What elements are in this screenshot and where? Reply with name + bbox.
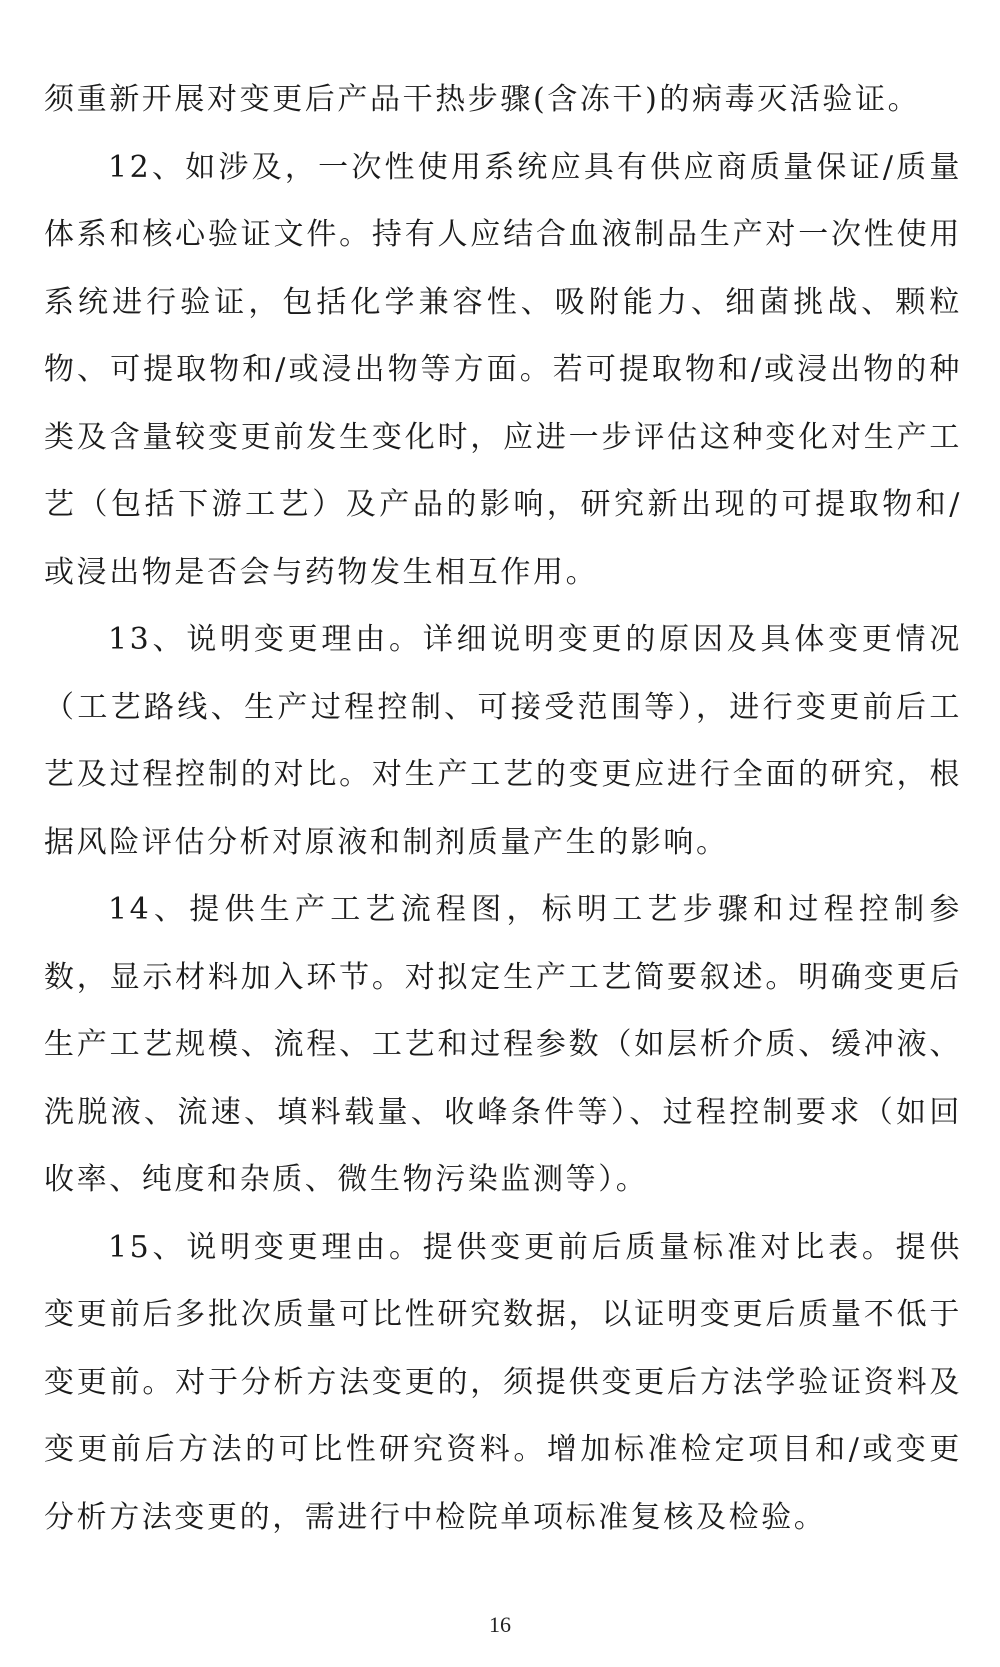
paragraph-item-12: 12、如涉及，一次性使用系统应具有供应商质量保证/质量体系和核心验证文件。持有人应结合血液制品生产对一次性使用系统进行验证，包括化学兼容性、吸附能力、细菌挑战、颗粒物、可提取物和/或浸出物等方面。若可提取物和/或浸出物的种类及含量较变更前发生变化时，应进一步评估这种变化对生产工艺（包括下游工艺）及产品的影响，研究新出现的可提取物和/或浸出物是否会与药物发生相互作用。 <box>44 149 962 590</box>
page-number: 16 <box>489 1612 511 1637</box>
document-body <box>44 66 962 1551</box>
paragraph-item-15: 15、说明变更理由。提供变更前后质量标准对比表。提供变更前后多批次质量可比性研究数据，以证明变更后质量不低于变更前。对于分析方法变更的，须提供变更后方法学验证资料及变更前后方法的可比性研究资料。增加标准检定项目和/或变更分析方法变更的，需进行中检院单项标准复核及检验。 <box>44 1229 962 1535</box>
paragraph-item-14: 14、提供生产工艺流程图，标明工艺步骤和过程控制参数，显示材料加入环节。对拟定生产工艺简要叙述。明确变更后生产工艺规模、流程、工艺和过程参数（如层析介质、缓冲液、洗脱液、流速、填料载量、收峰条件等）、过程控制要求（如回收率、纯度和杂质、微生物污染监测等）。 <box>44 892 962 1197</box>
paragraph-continuation: 须重新开展对变更后产品干热步骤(含冻干)的病毒灭活验证。 <box>44 82 921 117</box>
paragraph-item-13: 13、说明变更理由。详细说明变更的原因及具体变更情况（工艺路线、生产过程控制、可接受范围等），进行变更前后工艺及过程控制的对比。对生产工艺的变更应进行全面的研究，根据风险评估分析对原液和制剂质量产生的影响。 <box>44 622 962 860</box>
